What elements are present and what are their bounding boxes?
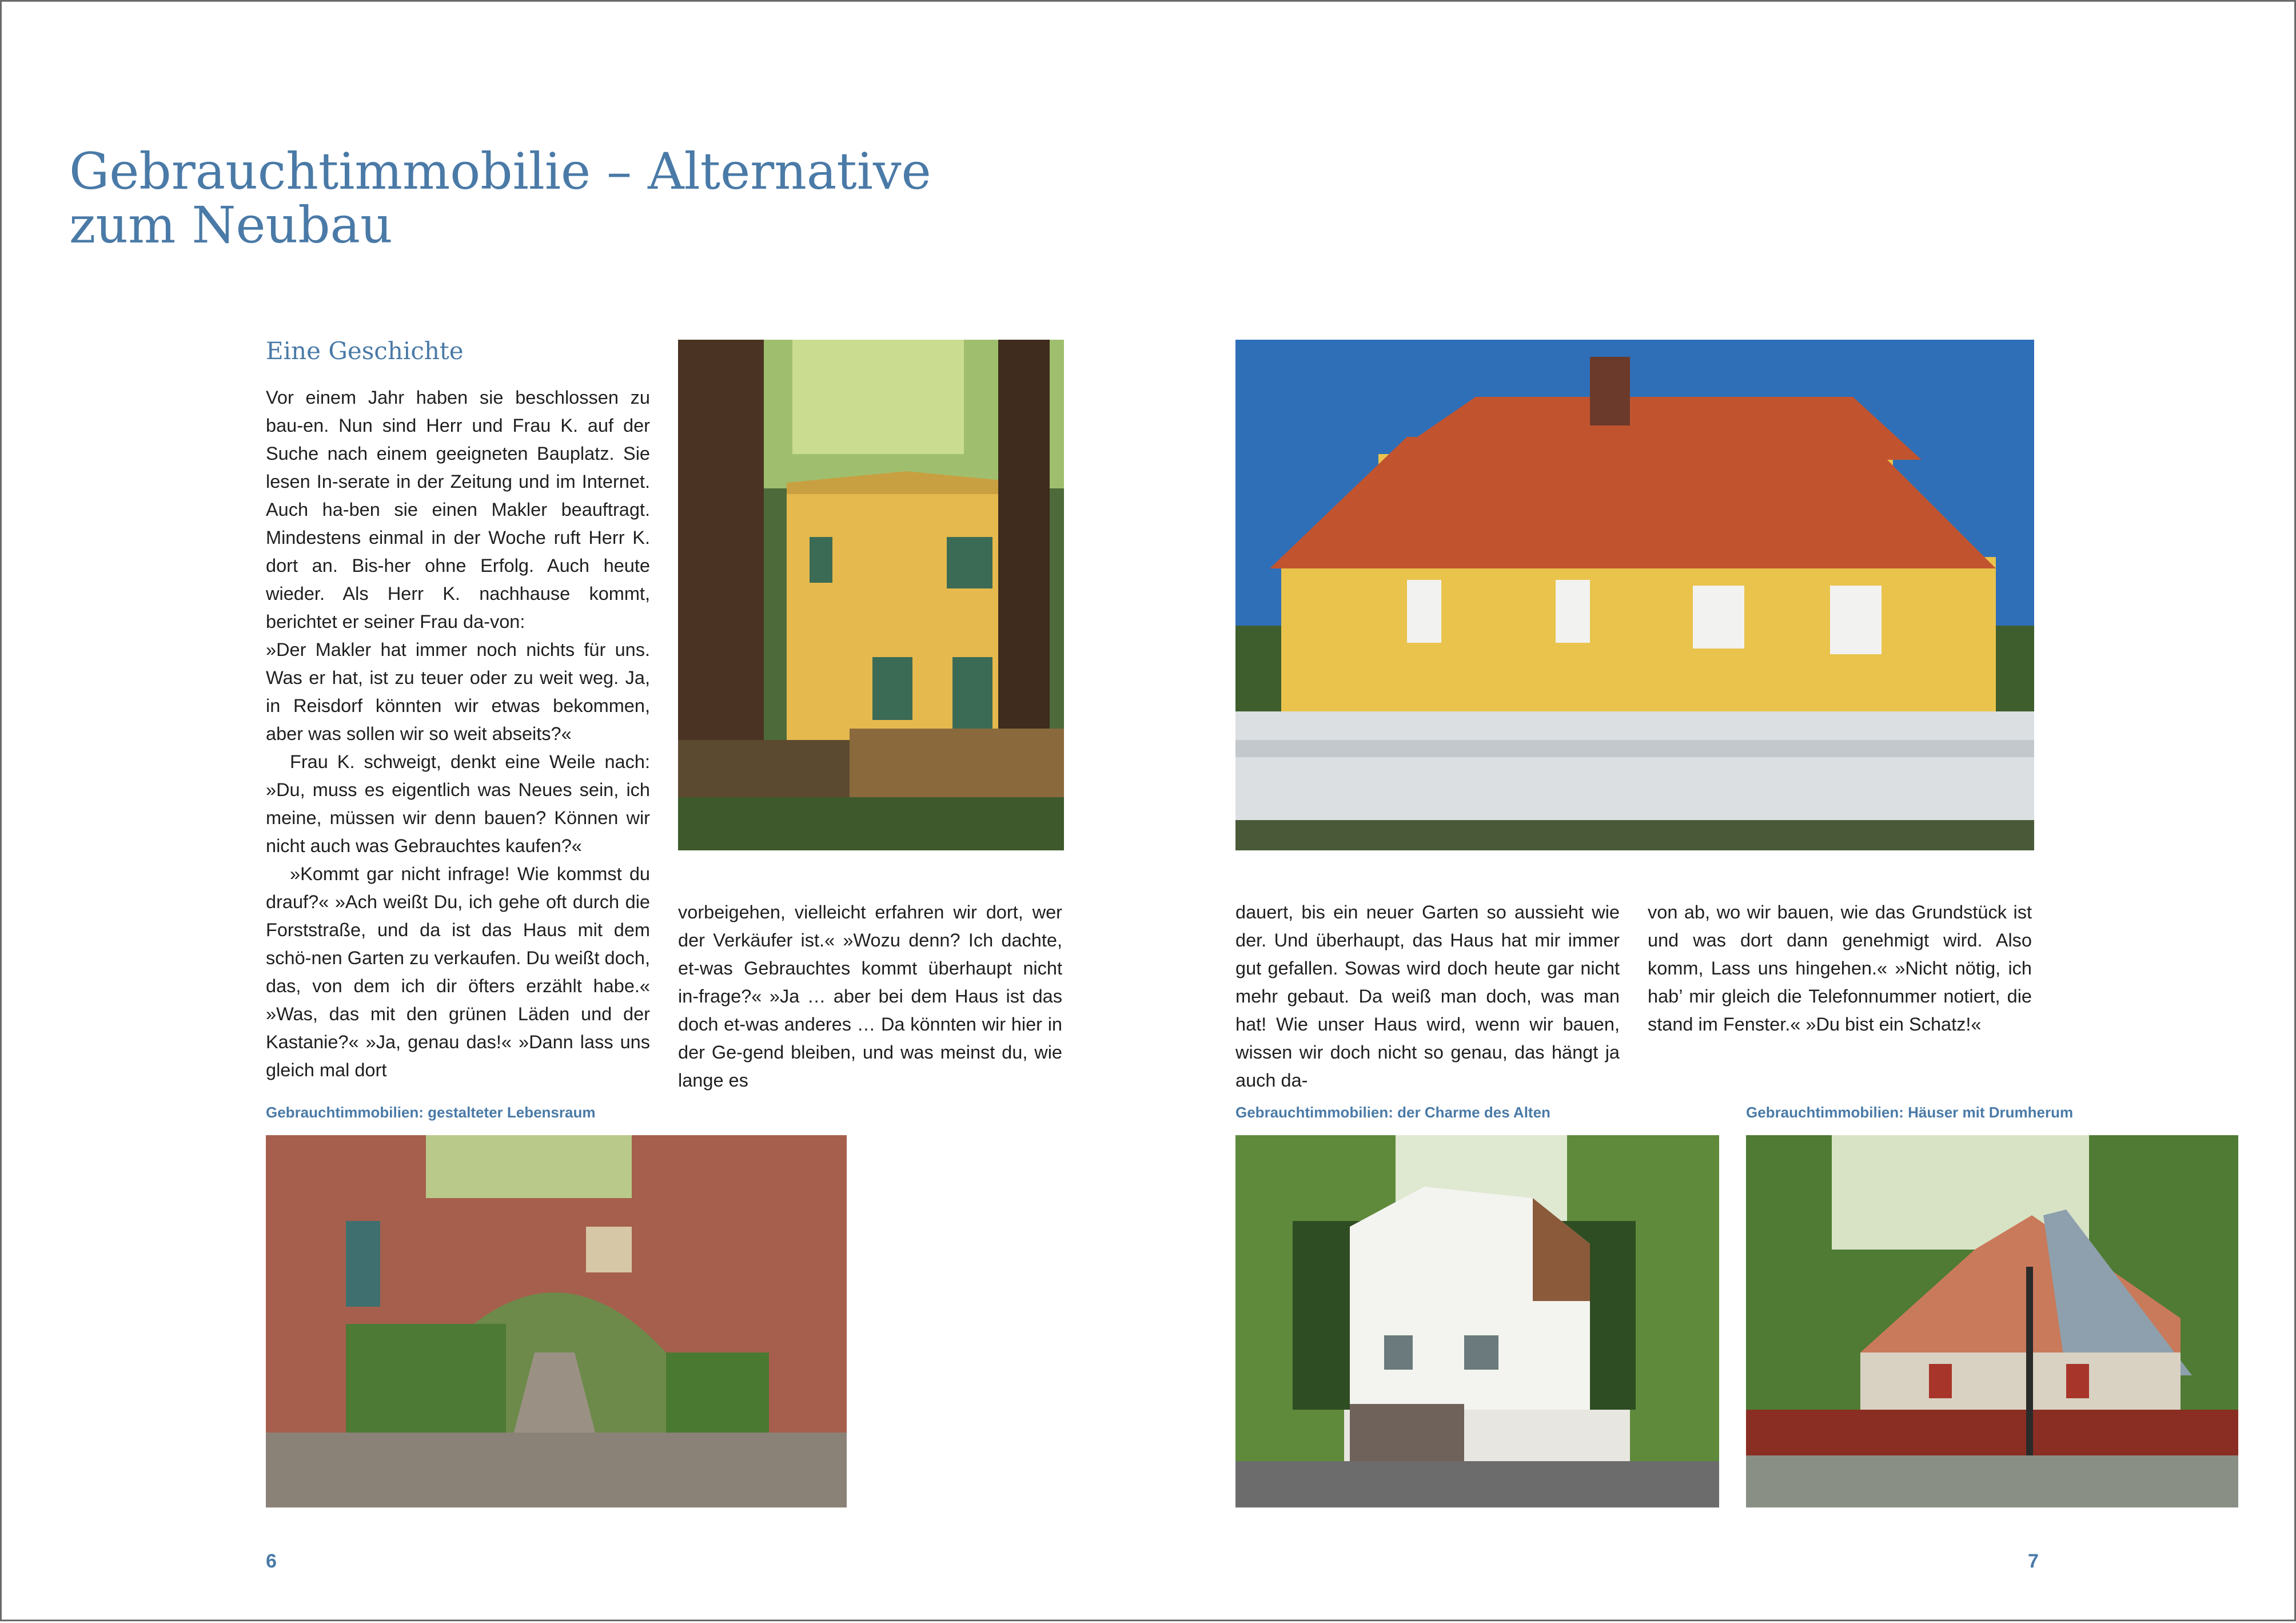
- photo-yellow-house-forest: [678, 340, 1064, 850]
- story-column-1: [266, 384, 650, 1084]
- arch-illustration-icon: [266, 1135, 847, 1507]
- photo-brick-arch: [266, 1135, 847, 1507]
- page-title: [69, 142, 1155, 254]
- caption-right-b: Gebrauchtimmobilien: Häuser mit Drumherum: [1746, 1104, 2074, 1121]
- caption-right-a: Gebrauchtimmobilien: der Charme des Alten: [1235, 1104, 1550, 1121]
- story-paragraph-4: »Kommt gar nicht infrage! Wie kommst du drauf?« »Ach weißt Du, ich gehe oft durch die Forststraße, und da ist das Haus mit dem schö-nen Garten zu verkaufen. Du weißt doch, das, von dem ich dir öfters erzählt habe.« »Was, das mit den grünen Läden und der Kastanie?« »Ja, genau das!« »Dann lass uns gleich mal dort: [266, 864, 651, 1080]
- left-page: [2, 2, 1150, 1623]
- story-paragraph-3: Frau K. schweigt, denkt eine Weile nach: »Du, muss es eigentlich was Neues sein, ich meine, müssen wir denn bauen? Können wir nicht auch was Gebrauchtes kaufen?«: [266, 751, 650, 856]
- story-paragraph-2: »Der Makler hat immer noch nichts für uns. Was er hat, ist zu teuer oder zu weit weg. Ja, in Reisdorf könnten wir etwas bekommen, aber was sollen wir so weit abseits?«: [266, 639, 650, 744]
- story-column-2: vorbeigehen, vielleicht erfahren wir dort, wer der Verkäufer ist.« »Wozu denn? Ich dachte, et-was Gebrauchtes kommt überhaupt nicht in-frage?« »Ja … aber bei dem Haus ist das doch et-was anderes … Da könnten wir hier in der Ge-gend bleiben, und was meinst du, wie lange es: [678, 902, 1062, 1091]
- photo-yellow-villa: [1235, 340, 2034, 850]
- house-illustration-icon: [678, 340, 1064, 850]
- page-number-right: 7: [2028, 1550, 2039, 1572]
- caption-left: Gebrauchtimmobilien: gestalteter Lebensraum: [266, 1104, 596, 1121]
- photo-white-house: [1235, 1135, 1719, 1507]
- story-column-4: von ab, wo wir bauen, wie das Grundstück ist und was dort dann genehmigt wird. Also komm, Lass uns hingehen.« »Nicht nötig, ich hab’ mir gleich die Telefonnummer notiert, die stand im Fenster.« »Du bist ein Schatz!«: [1648, 902, 2032, 1035]
- photo-cottage: [1746, 1135, 2238, 1507]
- villa-illustration-icon: [1235, 340, 2034, 850]
- right-page: [1150, 2, 2296, 1623]
- page-number-left: 6: [266, 1550, 277, 1572]
- cottage-illustration-icon: [1746, 1135, 2238, 1507]
- page-title-line-2: zum Neubau: [69, 196, 393, 254]
- story-column-3: dauert, bis ein neuer Garten so aussieht wie der. Und überhaupt, das Haus hat mir immer gut gefallen. Sowas wird doch heute gar nicht mehr gebaut. Da weiß man doch, was man hat! Wie unser Haus wird, wenn wir bauen, wissen wir doch nicht so genau, das hängt ja auch da-: [1235, 902, 1620, 1091]
- story-paragraph-1: Vor einem Jahr haben sie beschlossen zu bau-en. Nun sind Herr und Frau K. auf der Suche nach einem geeigneten Bauplatz. Sie lesen In-serate in der Zeitung und im Internet. Auch ha-ben sie einen Makler beauftragt. Mindestens einmal in der Woche ruft Herr K. dort an. Bis-her ohne Erfolg. Auch heute wieder. Als Herr K. nachhause kommt, berichtet er seiner Frau da-von:: [266, 387, 650, 632]
- section-heading: Eine Geschichte: [266, 337, 464, 365]
- page-title-line-1: Gebrauchtimmobilie – Alternative: [69, 142, 931, 201]
- white-house-illustration-icon: [1235, 1135, 1719, 1507]
